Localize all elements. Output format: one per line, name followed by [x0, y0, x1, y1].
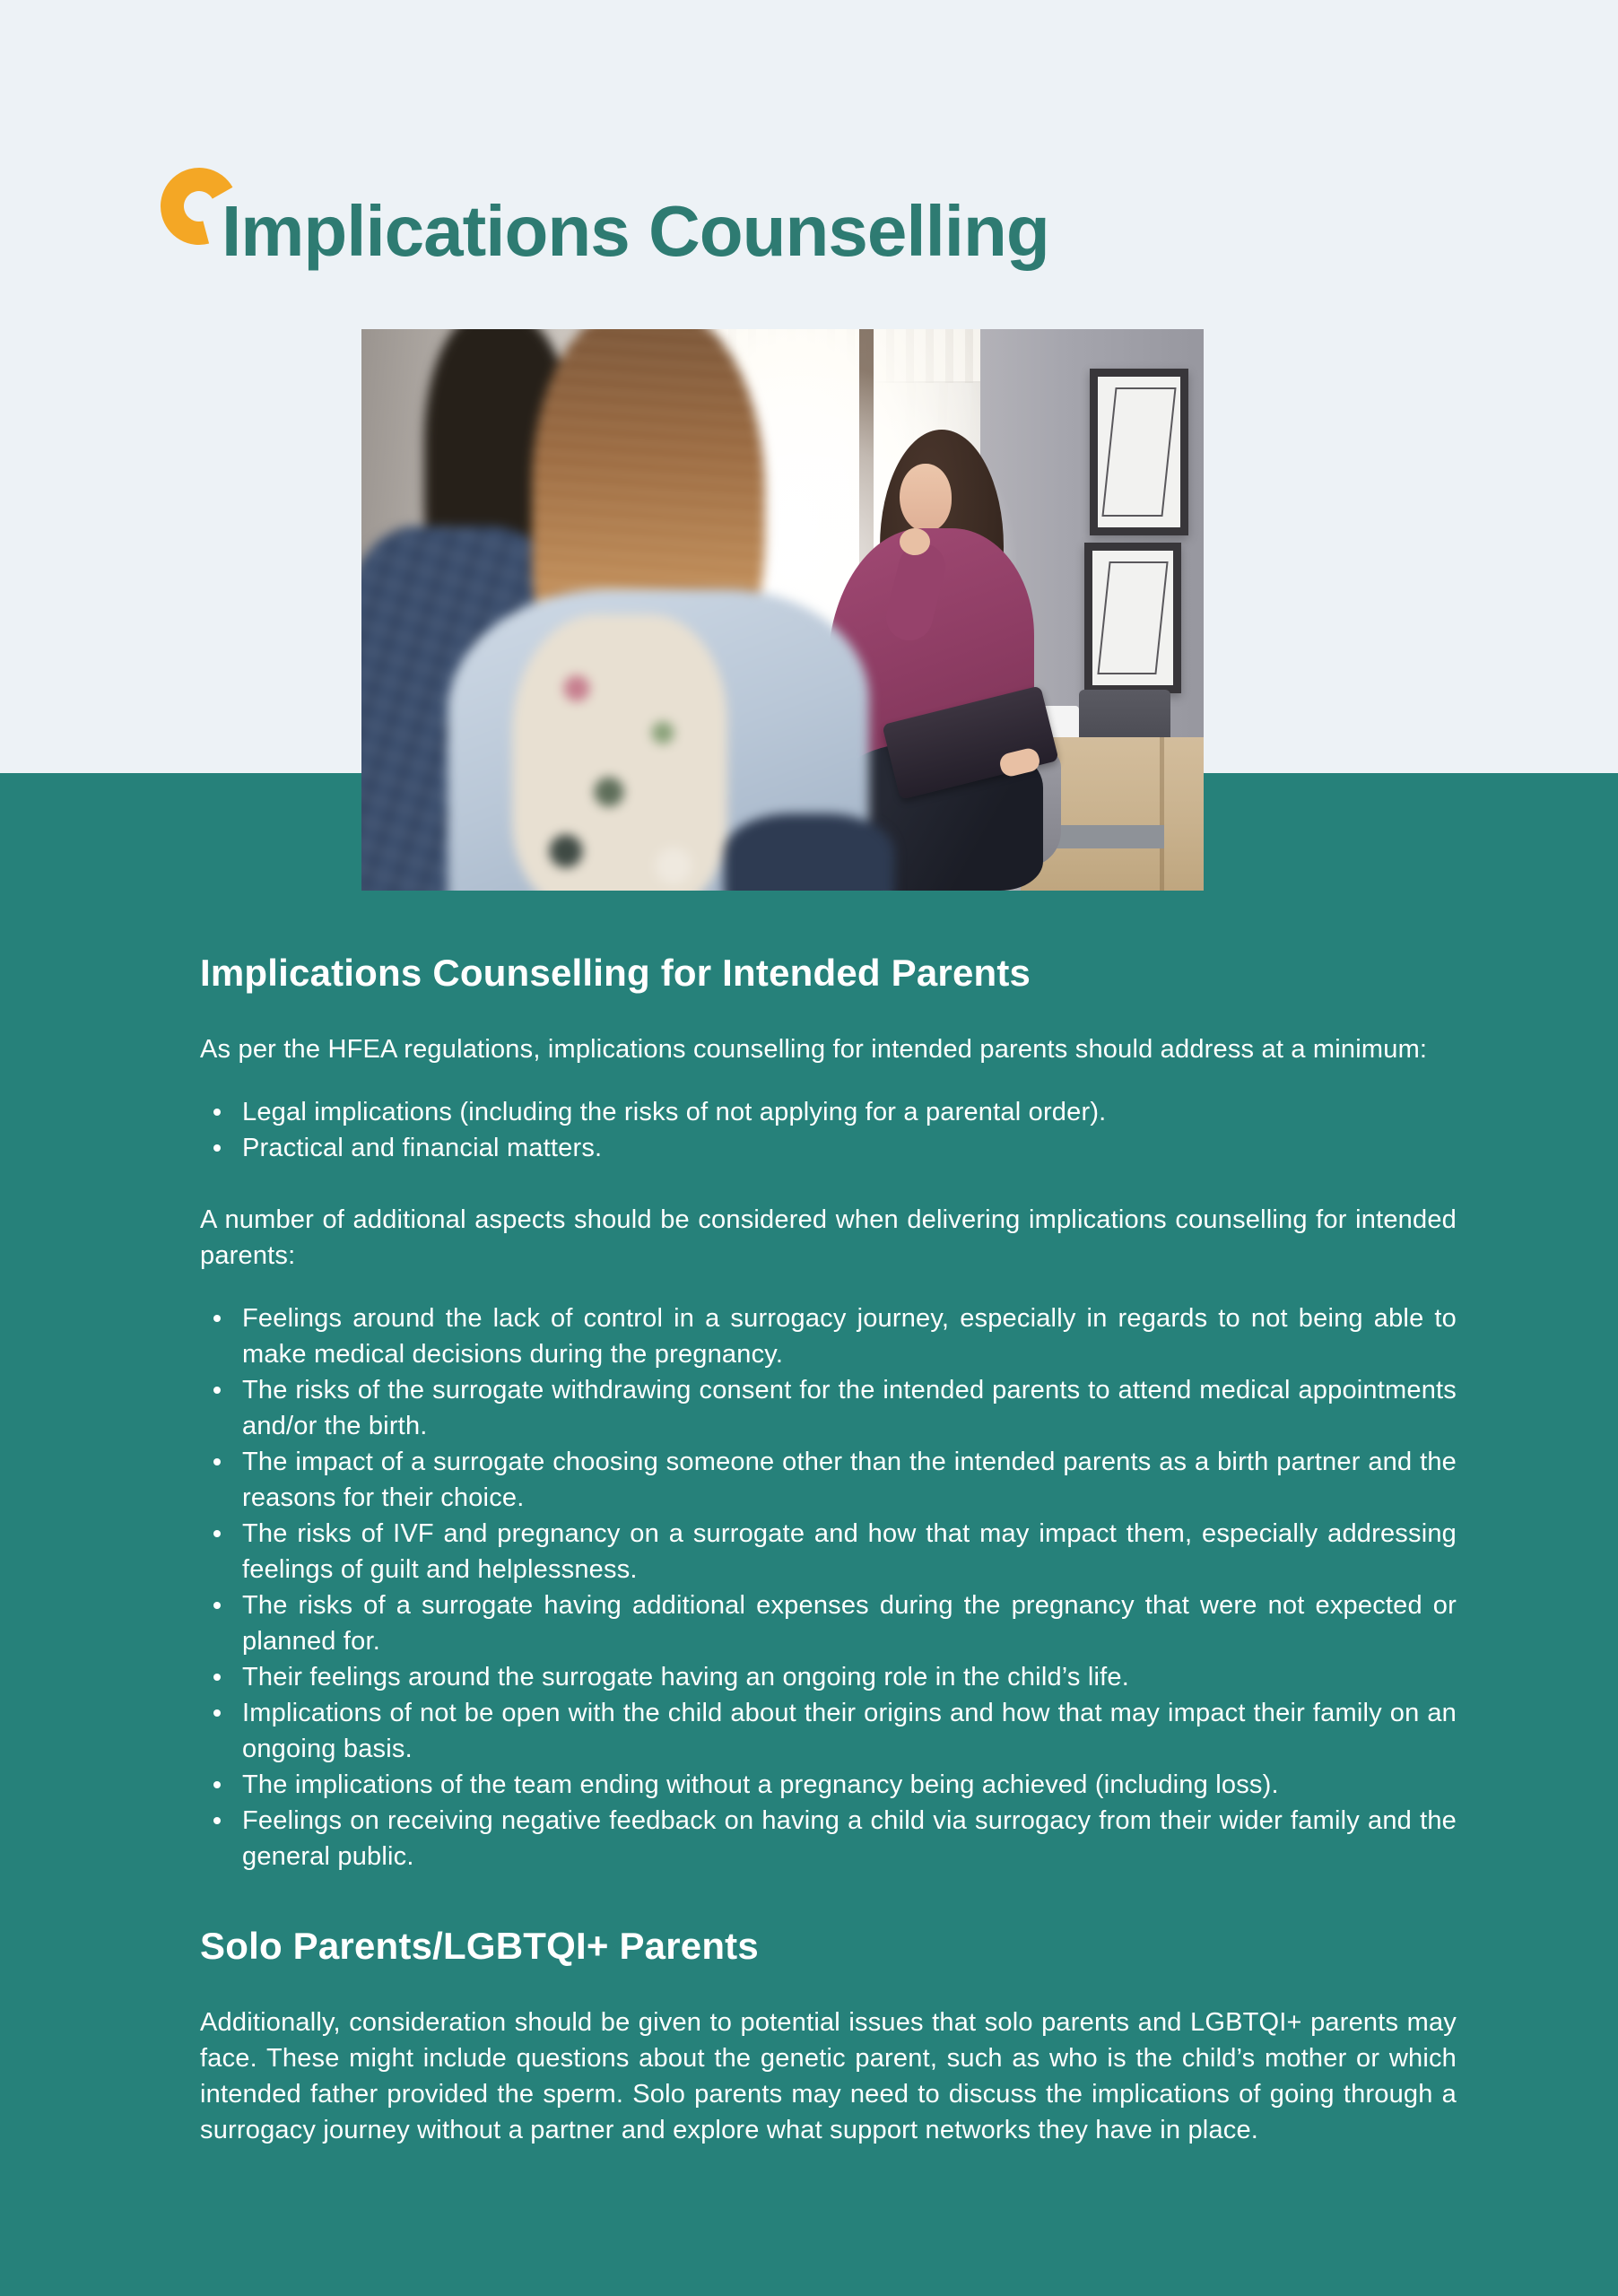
page-title: Implications Counselling [222, 191, 1049, 271]
list-item: Legal implications (including the risks of not applying for a parental order). [200, 1094, 1457, 1130]
photo-client-knee [724, 813, 894, 891]
counselling-photo [361, 329, 1204, 891]
solo-parents-paragraph: Additionally, consideration should be given to potential issues that solo parents and LGBTQI+ parents may face. These might include questions about the genetic parent, such as who is the child’s mother or which intended father provided the sperm. Solo parents may need to discuss the implications of going through a surrogacy journey without a partner and explore what support networks they have in place. [200, 2008, 1457, 2144]
list-item: The implications of the team ending without a pregnancy being achieved (including loss). [200, 1767, 1457, 1803]
list-item: The risks of the surrogate withdrawing consent for the intended parents to attend medical appointments and/or the birth. [200, 1372, 1457, 1444]
list-item: The impact of a surrogate choosing someone other than the intended parents as a birth partner and the reasons for their choice. [200, 1444, 1457, 1516]
section-heading-intended-parents: Implications Counselling for Intended Parents [200, 952, 1031, 994]
photo-client-2-floral-panel [512, 614, 727, 891]
additional-aspects-list [200, 1300, 1457, 1874]
list-item: Feelings around the lack of control in a surrogacy journey, especially in regards to not being able to make medical decisions during the pregnancy. [200, 1300, 1457, 1372]
list-item: Practical and financial matters. [200, 1130, 1457, 1166]
intro-paragraph: As per the HFEA regulations, implications counselling for intended parents should address at a minimum: [200, 1035, 1428, 1064]
list-item: The risks of a surrogate having additional expenses during the pregnancy that were not expected or planned for. [200, 1587, 1457, 1659]
brand-header [160, 165, 1326, 317]
section-heading-solo-parents: Solo Parents/LGBTQI+ Parents [200, 1925, 759, 1967]
list-item: Implications of not be open with the child about their origins and how that may impact their family on an ongoing basis. [200, 1695, 1457, 1767]
list-item: Their feelings around the surrogate having an ongoing role in the child’s life. [200, 1659, 1457, 1695]
photo-foreground-clients [361, 329, 1204, 891]
list-item: Feelings on receiving negative feedback on having a child via surrogacy from their wider family and the general public. [200, 1803, 1457, 1874]
additional-aspects-paragraph: A number of additional aspects should be considered when delivering implications counselling for intended parents: [200, 1205, 1457, 1270]
content-column [200, 951, 1457, 2148]
list-item: The risks of IVF and pregnancy on a surrogate and how that may impact them, especially addressing feelings of guilt and helplessness. [200, 1516, 1457, 1587]
minimum-requirements-list [200, 1094, 1457, 1166]
